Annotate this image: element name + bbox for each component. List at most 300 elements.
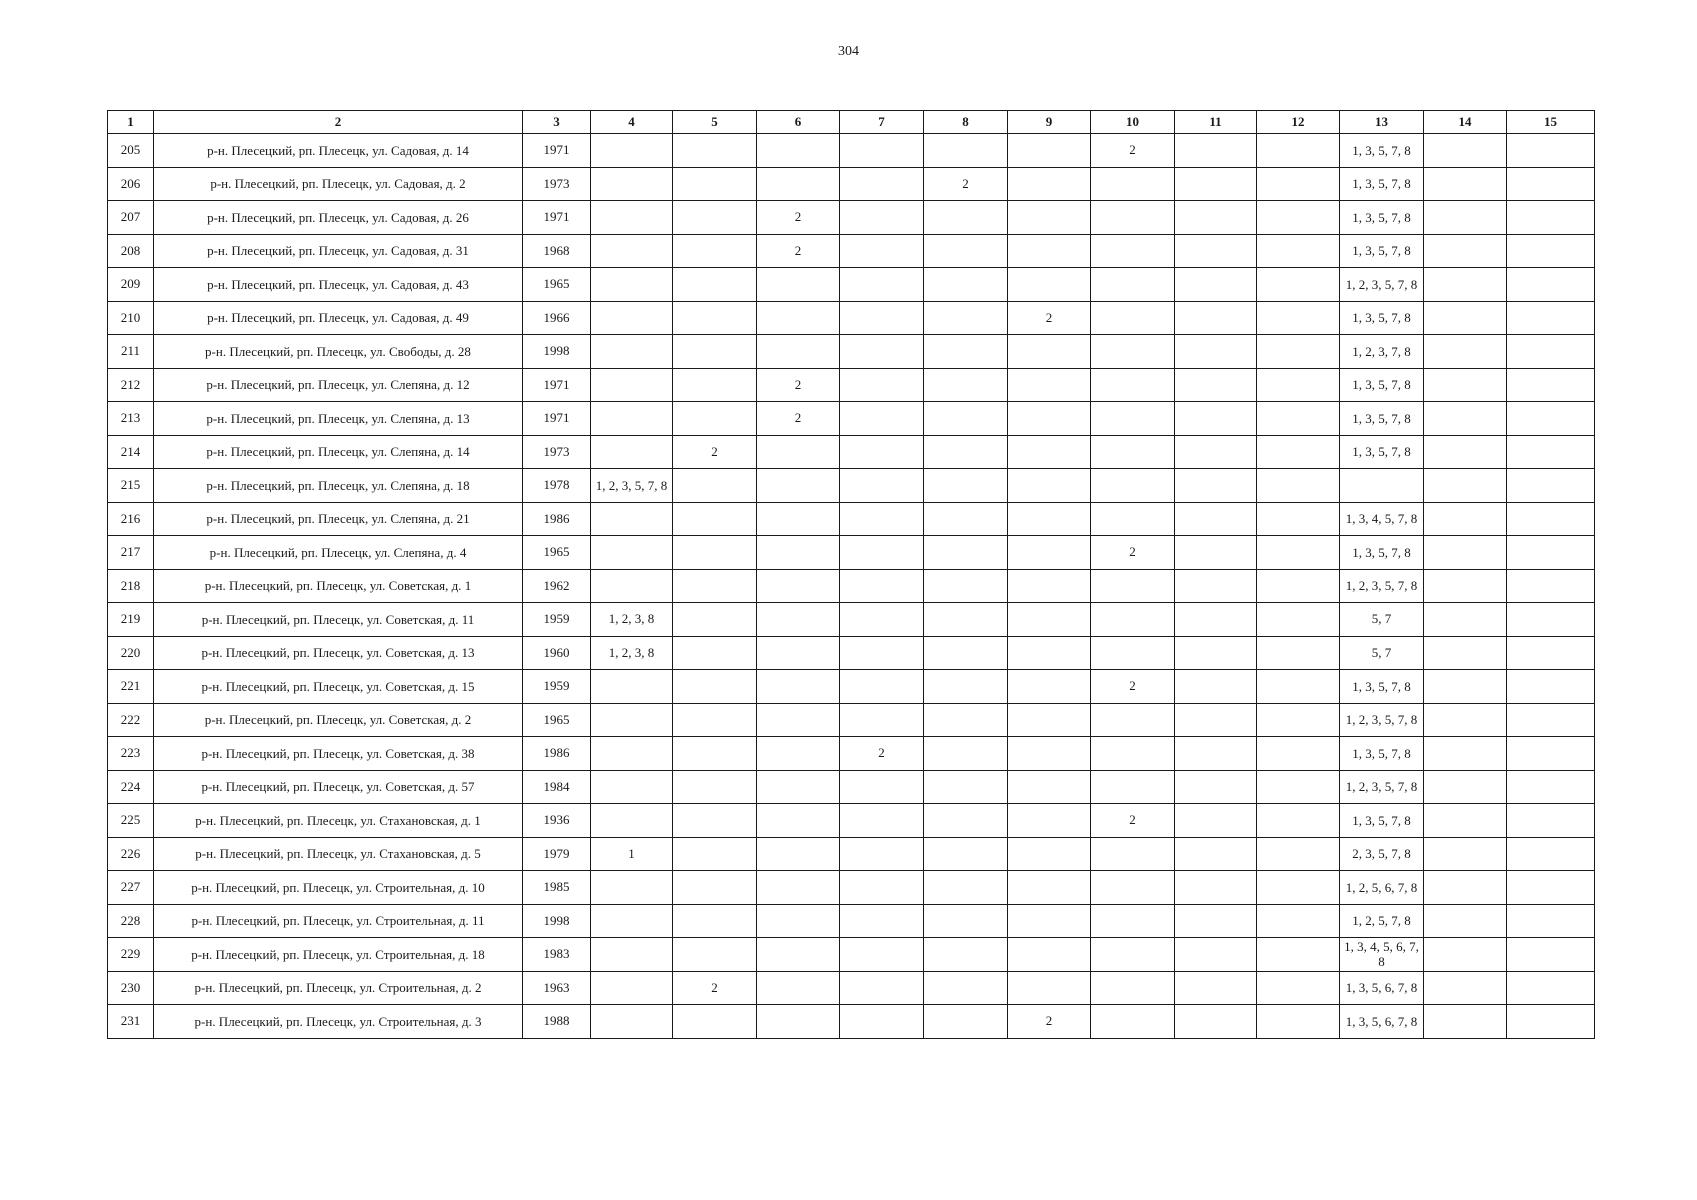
table-cell [1424,402,1507,436]
table-cell: 2 [757,368,840,402]
table-cell [1091,502,1175,536]
table-cell [673,134,757,168]
table-row [108,234,1595,268]
table-cell [673,335,757,369]
address-cell: р-н. Плесецкий, рп. Плесецк, ул. Свободы, д. 28 [154,335,523,369]
table-cell [924,770,1008,804]
table-cell [924,837,1008,871]
table-cell [1507,301,1595,335]
table-cell [1257,938,1340,972]
table-cell [1175,201,1257,235]
table-cell [757,1005,840,1039]
page-number: 304 [838,44,859,59]
table-cell [1091,368,1175,402]
table-cell [757,301,840,335]
table-cell [1008,502,1091,536]
table-cell [757,770,840,804]
table-cell [673,804,757,838]
table-cell [673,268,757,302]
table-cell: 1, 3, 5, 7, 8 [1340,435,1424,469]
table-cell [1008,234,1091,268]
table-cell [1507,737,1595,771]
table-cell [1507,703,1595,737]
table-row [108,402,1595,436]
row-number-cell: 226 [108,837,154,871]
table-cell [1175,904,1257,938]
year-cell: 1983 [523,938,591,972]
table-cell [1091,167,1175,201]
table-cell [1175,837,1257,871]
address-cell: р-н. Плесецкий, рп. Плесецк, ул. Садовая, д. 31 [154,234,523,268]
table-cell [757,134,840,168]
address-cell: р-н. Плесецкий, рп. Плесецк, ул. Советская, д. 1 [154,569,523,603]
row-number-cell: 221 [108,670,154,704]
table-cell: 1, 2, 3, 5, 7, 8 [1340,268,1424,302]
table-cell [1008,335,1091,369]
table-cell [1091,636,1175,670]
address-cell: р-н. Плесецкий, рп. Плесецк, ул. Советская, д. 38 [154,737,523,771]
column-header-3: 3 [523,111,591,134]
address-cell: р-н. Плесецкий, рп. Плесецк, ул. Садовая, д. 49 [154,301,523,335]
table-cell [1175,703,1257,737]
table-cell [673,368,757,402]
year-cell: 1973 [523,435,591,469]
table-cell [924,469,1008,503]
table-row [108,703,1595,737]
year-cell: 1965 [523,536,591,570]
table-cell [1091,201,1175,235]
table-row [108,435,1595,469]
table-cell [1257,268,1340,302]
row-number-cell: 213 [108,402,154,436]
row-number-cell: 207 [108,201,154,235]
table-cell [840,536,924,570]
table-row [108,938,1595,972]
table-cell [1424,502,1507,536]
table-cell [840,134,924,168]
table-cell [1507,904,1595,938]
table-cell [1008,569,1091,603]
address-cell: р-н. Плесецкий, рп. Плесецк, ул. Садовая, д. 14 [154,134,523,168]
table-cell [1175,502,1257,536]
table-cell [591,134,673,168]
year-cell: 1936 [523,804,591,838]
table-cell [591,904,673,938]
table-cell [1424,938,1507,972]
table-cell: 2 [1091,804,1175,838]
column-header-10: 10 [1091,111,1175,134]
column-header-11: 11 [1175,111,1257,134]
table-cell [924,871,1008,905]
table-cell [1091,435,1175,469]
table-cell [757,938,840,972]
table-row [108,201,1595,235]
table-cell [1175,402,1257,436]
table-cell [840,368,924,402]
table-cell [591,871,673,905]
table-cell [673,737,757,771]
row-number-cell: 219 [108,603,154,637]
table-cell [673,837,757,871]
table-cell [1257,368,1340,402]
table-cell: 1, 3, 5, 6, 7, 8 [1340,971,1424,1005]
column-header-8: 8 [924,111,1008,134]
table-cell [1008,770,1091,804]
table-cell [757,703,840,737]
row-number-cell: 228 [108,904,154,938]
table-cell [591,335,673,369]
table-cell [1091,938,1175,972]
table-cell [757,636,840,670]
table-cell [1008,636,1091,670]
table-cell [1257,837,1340,871]
table-cell [1175,971,1257,1005]
table-cell [591,301,673,335]
table-cell [1424,435,1507,469]
row-number-cell: 216 [108,502,154,536]
table-row [108,603,1595,637]
table-cell [1507,837,1595,871]
row-number-cell: 215 [108,469,154,503]
table-cell: 1, 2, 3, 5, 7, 8 [1340,770,1424,804]
table-cell [1257,402,1340,436]
table-cell [1507,402,1595,436]
table-cell: 1, 2, 5, 7, 8 [1340,904,1424,938]
table-cell [840,402,924,436]
column-header-4: 4 [591,111,673,134]
table-cell [591,670,673,704]
table-cell [840,603,924,637]
year-cell: 1965 [523,268,591,302]
table-cell: 1, 3, 5, 7, 8 [1340,402,1424,436]
table-cell: 1, 3, 5, 7, 8 [1340,301,1424,335]
table-row [108,301,1595,335]
table-cell [1257,502,1340,536]
table-cell [840,636,924,670]
table-cell [1008,971,1091,1005]
table-cell [673,469,757,503]
table-row [108,804,1595,838]
table-cell [1507,435,1595,469]
row-number-cell: 225 [108,804,154,838]
table-cell [1507,971,1595,1005]
table-cell [1424,703,1507,737]
table-cell [1175,871,1257,905]
year-cell: 1986 [523,502,591,536]
table-cell [1257,737,1340,771]
table-cell [840,670,924,704]
table-row [108,1005,1595,1039]
table-cell [1507,536,1595,570]
table-cell [673,670,757,704]
table-cell [1424,268,1507,302]
table-row [108,335,1595,369]
table-cell [1175,435,1257,469]
table-cell: 1, 3, 5, 7, 8 [1340,737,1424,771]
table-cell [840,971,924,1005]
column-header-1: 1 [108,111,154,134]
address-cell: р-н. Плесецкий, рп. Плесецк, ул. Советская, д. 2 [154,703,523,737]
table-cell [840,770,924,804]
table-row [108,134,1595,168]
table-cell [1257,234,1340,268]
table-row [108,770,1595,804]
row-number-cell: 231 [108,1005,154,1039]
table-cell [1424,603,1507,637]
table-cell [1507,167,1595,201]
table-cell: 1, 3, 5, 6, 7, 8 [1340,1005,1424,1039]
table-row [108,871,1595,905]
table-cell [1091,569,1175,603]
table-cell [1424,167,1507,201]
table-cell [924,435,1008,469]
table-cell [1257,904,1340,938]
year-cell: 1998 [523,904,591,938]
table-cell [840,268,924,302]
address-cell: р-н. Плесецкий, рп. Плесецк, ул. Слепяна, д. 14 [154,435,523,469]
table-cell [1091,737,1175,771]
table-cell [591,435,673,469]
table-cell [1008,167,1091,201]
column-header-13: 13 [1340,111,1424,134]
table-cell [924,804,1008,838]
table-cell [1257,871,1340,905]
address-cell: р-н. Плесецкий, рп. Плесецк, ул. Садовая, д. 26 [154,201,523,235]
table-cell [673,502,757,536]
column-header-12: 12 [1257,111,1340,134]
table-cell [1424,636,1507,670]
year-cell: 1986 [523,737,591,771]
table-cell [1424,335,1507,369]
address-cell: р-н. Плесецкий, рп. Плесецк, ул. Слепяна, д. 12 [154,368,523,402]
table-cell [757,837,840,871]
table-cell [924,502,1008,536]
table-cell [1175,268,1257,302]
row-number-cell: 211 [108,335,154,369]
table-cell [1008,871,1091,905]
year-cell: 1960 [523,636,591,670]
table-cell [1008,435,1091,469]
table-cell [673,301,757,335]
column-header-9: 9 [1008,111,1091,134]
row-number-cell: 212 [108,368,154,402]
table-cell [591,569,673,603]
table-cell [673,536,757,570]
table-cell [1008,904,1091,938]
column-header-5: 5 [673,111,757,134]
year-cell: 1973 [523,167,591,201]
table-cell [1175,301,1257,335]
table-cell [840,871,924,905]
column-header-7: 7 [840,111,924,134]
table-cell [757,167,840,201]
table-cell [591,737,673,771]
table-cell [840,167,924,201]
table-cell [840,938,924,972]
table-row [108,368,1595,402]
table-cell [1424,904,1507,938]
table-cell [757,904,840,938]
table-cell [840,435,924,469]
table-cell: 2 [673,435,757,469]
table-cell: 1, 3, 5, 7, 8 [1340,201,1424,235]
table-cell [840,837,924,871]
table-cell [1257,301,1340,335]
table-cell [1257,636,1340,670]
table-cell: 1, 3, 5, 7, 8 [1340,234,1424,268]
table-cell [1424,201,1507,235]
table-row [108,837,1595,871]
table-cell [1091,402,1175,436]
table-cell [840,502,924,536]
table-cell [1257,670,1340,704]
table-cell: 1 [591,837,673,871]
table-cell [1424,134,1507,168]
table-cell [673,1005,757,1039]
table-cell [1175,134,1257,168]
table-cell [1091,770,1175,804]
table-cell [1424,804,1507,838]
table-cell [1507,502,1595,536]
table-cell [1008,201,1091,235]
table-cell: 1, 2, 3, 5, 7, 8 [1340,703,1424,737]
table-cell [1008,737,1091,771]
table-row [108,469,1595,503]
table-cell [591,971,673,1005]
table-cell [757,670,840,704]
table-cell [1175,167,1257,201]
year-cell: 1978 [523,469,591,503]
column-header-2: 2 [154,111,523,134]
table-cell [1257,335,1340,369]
table-cell: 2 [1008,1005,1091,1039]
year-cell: 1985 [523,871,591,905]
table-cell [1008,670,1091,704]
table-cell [1507,770,1595,804]
table-cell: 1, 2, 3, 5, 7, 8 [1340,569,1424,603]
table-cell [591,201,673,235]
table-cell [1008,469,1091,503]
year-cell: 1998 [523,335,591,369]
year-cell: 1965 [523,703,591,737]
table-cell [1257,770,1340,804]
table-cell [1175,368,1257,402]
table-cell [1424,670,1507,704]
table-cell [1091,837,1175,871]
table-cell [757,971,840,1005]
table-cell: 1, 2, 5, 6, 7, 8 [1340,871,1424,905]
column-header-14: 14 [1424,111,1507,134]
table-cell [924,536,1008,570]
table-cell [1091,703,1175,737]
table-cell [1257,469,1340,503]
table-cell [1091,971,1175,1005]
table-cell [1091,301,1175,335]
table-cell [1507,368,1595,402]
table-cell: 2 [924,167,1008,201]
table-cell: 2 [1091,134,1175,168]
row-number-cell: 206 [108,167,154,201]
table-cell [673,938,757,972]
table-cell [591,368,673,402]
year-cell: 1971 [523,402,591,436]
table-cell: 1, 3, 5, 7, 8 [1340,536,1424,570]
table-cell [924,737,1008,771]
year-cell: 1984 [523,770,591,804]
table-cell [1008,536,1091,570]
table-cell [924,971,1008,1005]
table-cell [1424,770,1507,804]
table-cell [1257,435,1340,469]
table-cell [1091,268,1175,302]
table-cell [1257,804,1340,838]
table-cell [840,301,924,335]
table-cell [591,268,673,302]
table-cell [757,435,840,469]
table-cell [1175,804,1257,838]
table-cell [673,569,757,603]
table-cell [1091,335,1175,369]
table-cell [1424,1005,1507,1039]
header-row [108,111,1595,134]
table-cell: 1, 3, 5, 7, 8 [1340,804,1424,838]
table-cell [1257,167,1340,201]
table-cell [757,469,840,503]
address-cell: р-н. Плесецкий, рп. Плесецк, ул. Советская, д. 11 [154,603,523,637]
address-cell: р-н. Плесецкий, рп. Плесецк, ул. Садовая, д. 2 [154,167,523,201]
table-cell: 2 [1008,301,1091,335]
year-cell: 1968 [523,234,591,268]
table-cell [591,770,673,804]
row-number-cell: 222 [108,703,154,737]
table-header [108,111,1595,134]
table-cell [1424,871,1507,905]
table-cell: 2 [673,971,757,1005]
table-cell [1257,603,1340,637]
year-cell: 1962 [523,569,591,603]
table-cell [1507,670,1595,704]
table-cell [924,134,1008,168]
table-cell [840,469,924,503]
table-cell [840,234,924,268]
table-cell: 1, 3, 5, 7, 8 [1340,134,1424,168]
table-cell [924,335,1008,369]
table-cell [1008,134,1091,168]
table-cell: 5, 7 [1340,603,1424,637]
table-cell [591,167,673,201]
year-cell: 1971 [523,201,591,235]
table-row [108,904,1595,938]
table-cell [1507,268,1595,302]
address-cell: р-н. Плесецкий, рп. Плесецк, ул. Стахановская, д. 1 [154,804,523,838]
table-cell [1257,569,1340,603]
row-number-cell: 224 [108,770,154,804]
table-cell [757,871,840,905]
table-cell [924,268,1008,302]
table-cell: 1, 2, 3, 5, 7, 8 [591,469,673,503]
table-cell [1424,234,1507,268]
table-cell [1424,536,1507,570]
table-cell [840,904,924,938]
table-cell [1257,971,1340,1005]
table-cell: 1, 3, 4, 5, 6, 7, 8 [1340,938,1424,972]
table-cell: 2 [840,737,924,771]
table-cell [1008,402,1091,436]
address-cell: р-н. Плесецкий, рп. Плесецк, ул. Слепяна, д. 4 [154,536,523,570]
table-cell [673,402,757,436]
address-cell: р-н. Плесецкий, рп. Плесецк, ул. Строительная, д. 3 [154,1005,523,1039]
year-cell: 1966 [523,301,591,335]
